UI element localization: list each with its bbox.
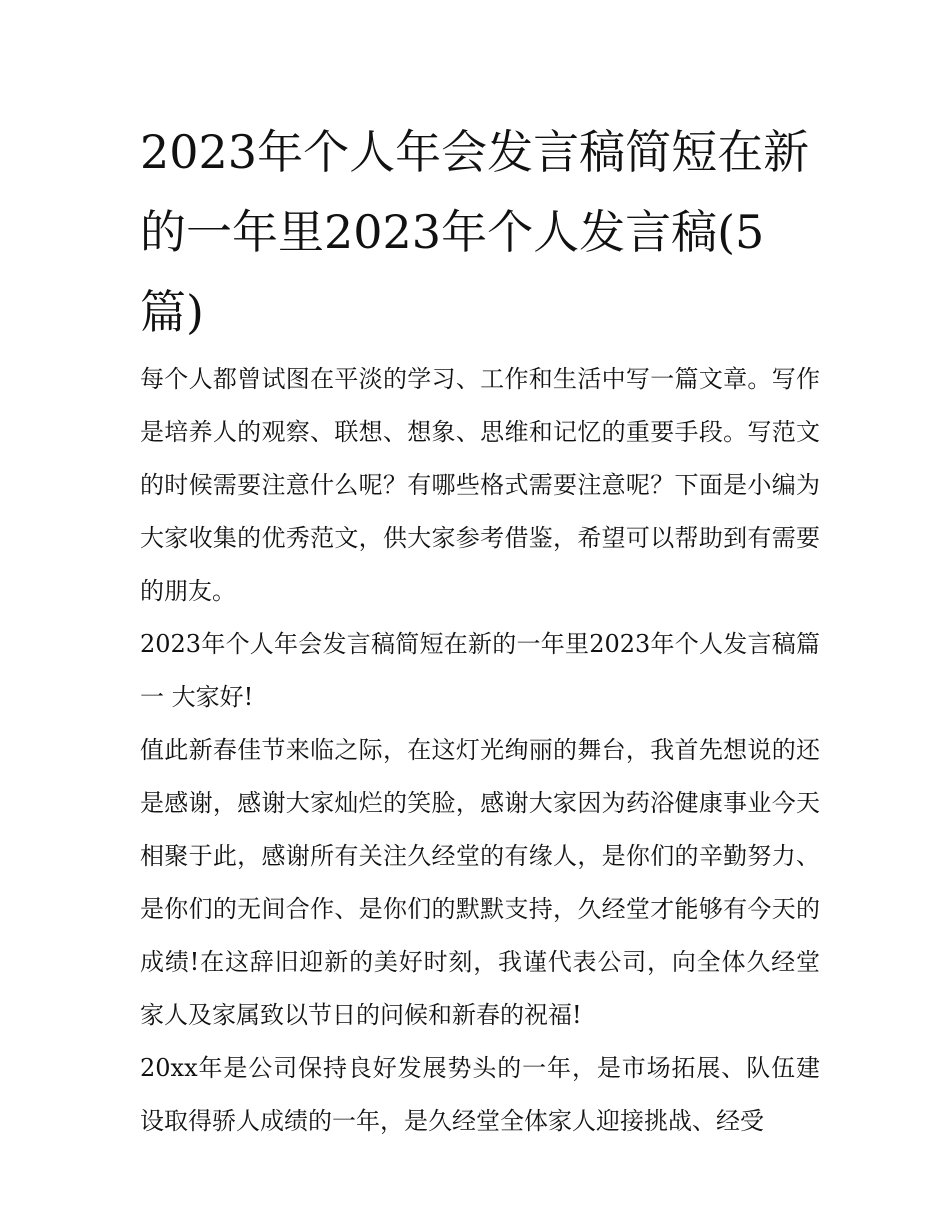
- document-body: [140, 353, 820, 1148]
- review-paragraph: 20xx年是公司保持良好发展势头的一年，是市场拓展、队伍建设取得骄人成绩的一年，是久经堂全体家人迎接挑战、经受: [140, 1054, 820, 1135]
- document-title: 2023年个人年会发言稿简短在新的一年里2023年个人发言稿(5篇): [140, 125, 810, 339]
- greeting-paragraph: 值此新春佳节来临之际，在这灯光绚丽的舞台，我首先想说的还是感谢，感谢大家灿烂的笑脸，感谢大家因为药浴健康事业今天相聚于此，感谢所有关注久经堂的有缘人，是你们的辛勤努力、是你们的无间合作、是你们的默默支持，久经堂才能够有今天的成绩!在这辞旧迎新的美好时刻，我谨代表公司，向全体久经堂家人及家属致以节日的问候和新春的祝福!: [140, 736, 820, 1029]
- section-heading-paragraph: 2023年个人年会发言稿简短在新的一年里2023年个人发言稿篇一 大家好!: [140, 630, 820, 711]
- intro-paragraph: 每个人都曾试图在平淡的学习、工作和生活中写一篇文章。写作是培养人的观察、联想、想象、思维和记忆的重要手段。写范文的时候需要注意什么呢？有哪些格式需要注意呢？下面是小编为大家收集的优秀范文，供大家参考借鉴，希望可以帮助到有需要的朋友。: [140, 365, 820, 605]
